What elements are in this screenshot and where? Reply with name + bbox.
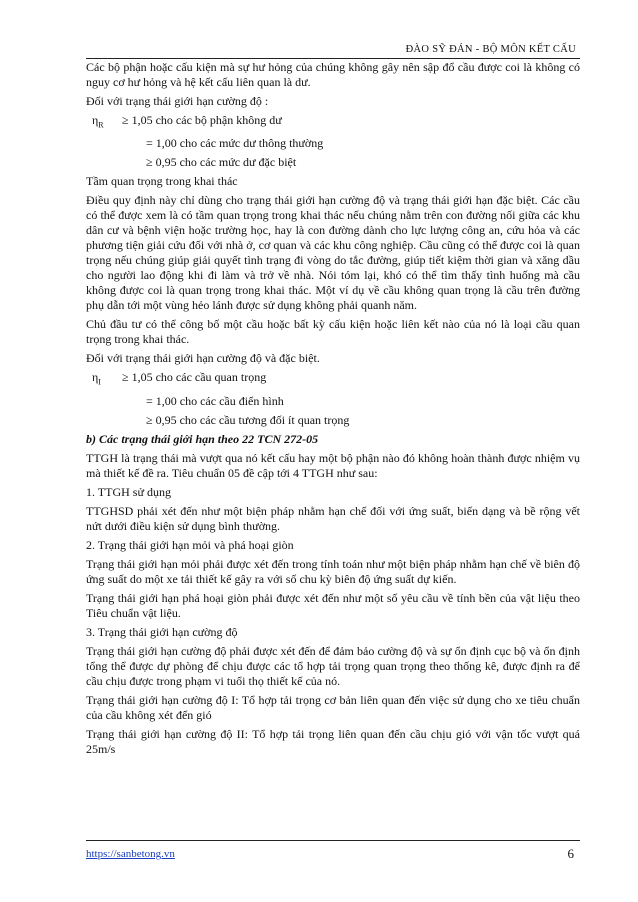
eta-r-symbol bbox=[86, 113, 122, 132]
paragraph: Trạng thái giới hạn mỏi phải được xét đến trong tính toán như một biện pháp nhằm hạn chế về biên độ ứng suất do một xe tải thiết kế gây ra với số chu kỳ biên độ ứng suất dự kiến. bbox=[86, 556, 580, 586]
paragraph: Đối với trạng thái giới hạn cường độ và đặc biệt. bbox=[86, 351, 320, 366]
section-heading: b) Các trạng thái giới hạn theo 22 TCN 272-05 bbox=[86, 431, 319, 446]
eta-subscript: R bbox=[98, 120, 104, 130]
paragraph: Trạng thái giới hạn phá hoại giòn phải được xét đến như một số yêu cầu về tính bền của vật liệu theo Tiêu chuẩn vật liệu. bbox=[86, 590, 580, 620]
paragraph: 2. Trạng thái giới hạn mỏi và phá hoại giòn bbox=[86, 537, 294, 552]
eta-i-line-3: ≥ 0,95 cho các cầu tương đối ít quan trọng bbox=[146, 412, 350, 427]
page-number: 6 bbox=[567, 846, 574, 861]
footer-rule bbox=[86, 840, 580, 841]
page-content bbox=[86, 60, 580, 761]
header-rule bbox=[86, 58, 580, 59]
paragraph: 3. Trạng thái giới hạn cường độ bbox=[86, 624, 238, 639]
eta-i-symbol bbox=[86, 370, 122, 389]
paragraph: 1. TTGH sử dụng bbox=[86, 484, 171, 499]
paragraph: TTGH là trạng thái mà vượt qua nó kết cấu hay một bộ phận nào đó không hoàn thành được nhiệm vụ mà thiết kế đề ra. Tiêu chuẩn 05 đề cập tới 4 TTGH như sau: bbox=[86, 450, 580, 480]
eta-i-line-1: ≥ 1,05 cho các cầu quan trọng bbox=[122, 370, 267, 385]
page-header: ĐÀO SỸ ĐÁN - BỘ MÔN KẾT CẤU bbox=[405, 44, 576, 55]
eta-r-row bbox=[86, 113, 580, 132]
paragraph: TTGHSD phải xét đến như một biện pháp nhằm hạn chế đối với ứng suất, biến dạng và bề rộng vết nứt dưới điều kiện sử dụng bình thường. bbox=[86, 503, 580, 533]
paragraph: Tầm quan trọng trong khai thác bbox=[86, 174, 238, 189]
eta-subscript: I bbox=[98, 377, 101, 387]
paragraph: Chủ đầu tư có thể công bố một cầu hoặc bất kỳ cấu kiện hoặc liên kết nào của nó là loại cầu quan trọng trong khai thác. bbox=[86, 317, 580, 347]
paragraph: Trạng thái giới hạn cường độ phải được xét đến để đảm bảo cường độ và sự ổn định cục bộ và ổn định tổng thể được dự phòng để chịu được các tổ hợp tải trọng quan trọng theo thống kê, được định ra để cầu chịu được trong phạm vi tuổi thọ thiết kế của nó. bbox=[86, 643, 580, 688]
paragraph: Trạng thái giới hạn cường độ I: Tổ hợp tải trọng cơ bản liên quan đến việc sử dụng cho xe tiêu chuẩn của cầu không xét đến gió bbox=[86, 692, 580, 722]
paragraph: Trạng thái giới hạn cường độ II: Tổ hợp tải trọng liên quan đến cầu chịu gió với vận tốc vượt quá 25m/s bbox=[86, 726, 580, 756]
eta-i-line-2: = 1,00 cho các cầu điển hình bbox=[146, 393, 284, 408]
footer-link[interactable]: https://sanbetong.vn bbox=[86, 848, 175, 860]
eta-r-line-1: ≥ 1,05 cho các bộ phận không dư bbox=[122, 113, 282, 127]
eta-symbol: η bbox=[92, 113, 99, 127]
eta-r-line-2: = 1,00 cho các mức dư thông thường bbox=[146, 136, 324, 151]
eta-symbol: η bbox=[92, 370, 99, 385]
paragraph: Các bộ phận hoặc cấu kiện mà sự hư hỏng của chúng không gây nên sập đổ cầu được coi là không có nguy cơ hư hỏng và hệ kết cấu liên quan là dư. bbox=[86, 60, 580, 89]
eta-i-row bbox=[86, 370, 580, 389]
eta-r-line-3: ≥ 0,95 cho các mức dư đặc biệt bbox=[146, 155, 297, 170]
paragraph: Điều quy định này chỉ dùng cho trạng thái giới hạn cường độ và trạng thái giới hạn đặc biệt. Các cầu có thể được xem là có tầm quan trọng trong khai thác nếu chúng nằm trên con đường nối giữa các khu dân cư và bệnh viện hoặc trường học, hay là con đường dành cho lực lượng công an, cứu hỏa và các phương tiện giải cứu đối với nhà ở, cơ quan và các khu công nghiệp. Cầu cũng có thể được coi là quan trọng nếu chúng giúp giải quyết tình trạng đi vòng do tắc đường, giúp tiết kiệm thời gian và xăng dầu cho người lao động khi đi làm và trở về nhà. Nói tóm lại, khó có thể tìm thấy tình huống mà cầu không được coi là quan trọng trong khai thác. Một ví dụ về cầu không quan trọng là cầu trên đường phụ dẫn tới một vùng hẻo lánh được sử dụng không phải quanh năm. bbox=[86, 193, 580, 313]
paragraph: Đối với trạng thái giới hạn cường độ : bbox=[86, 94, 269, 108]
